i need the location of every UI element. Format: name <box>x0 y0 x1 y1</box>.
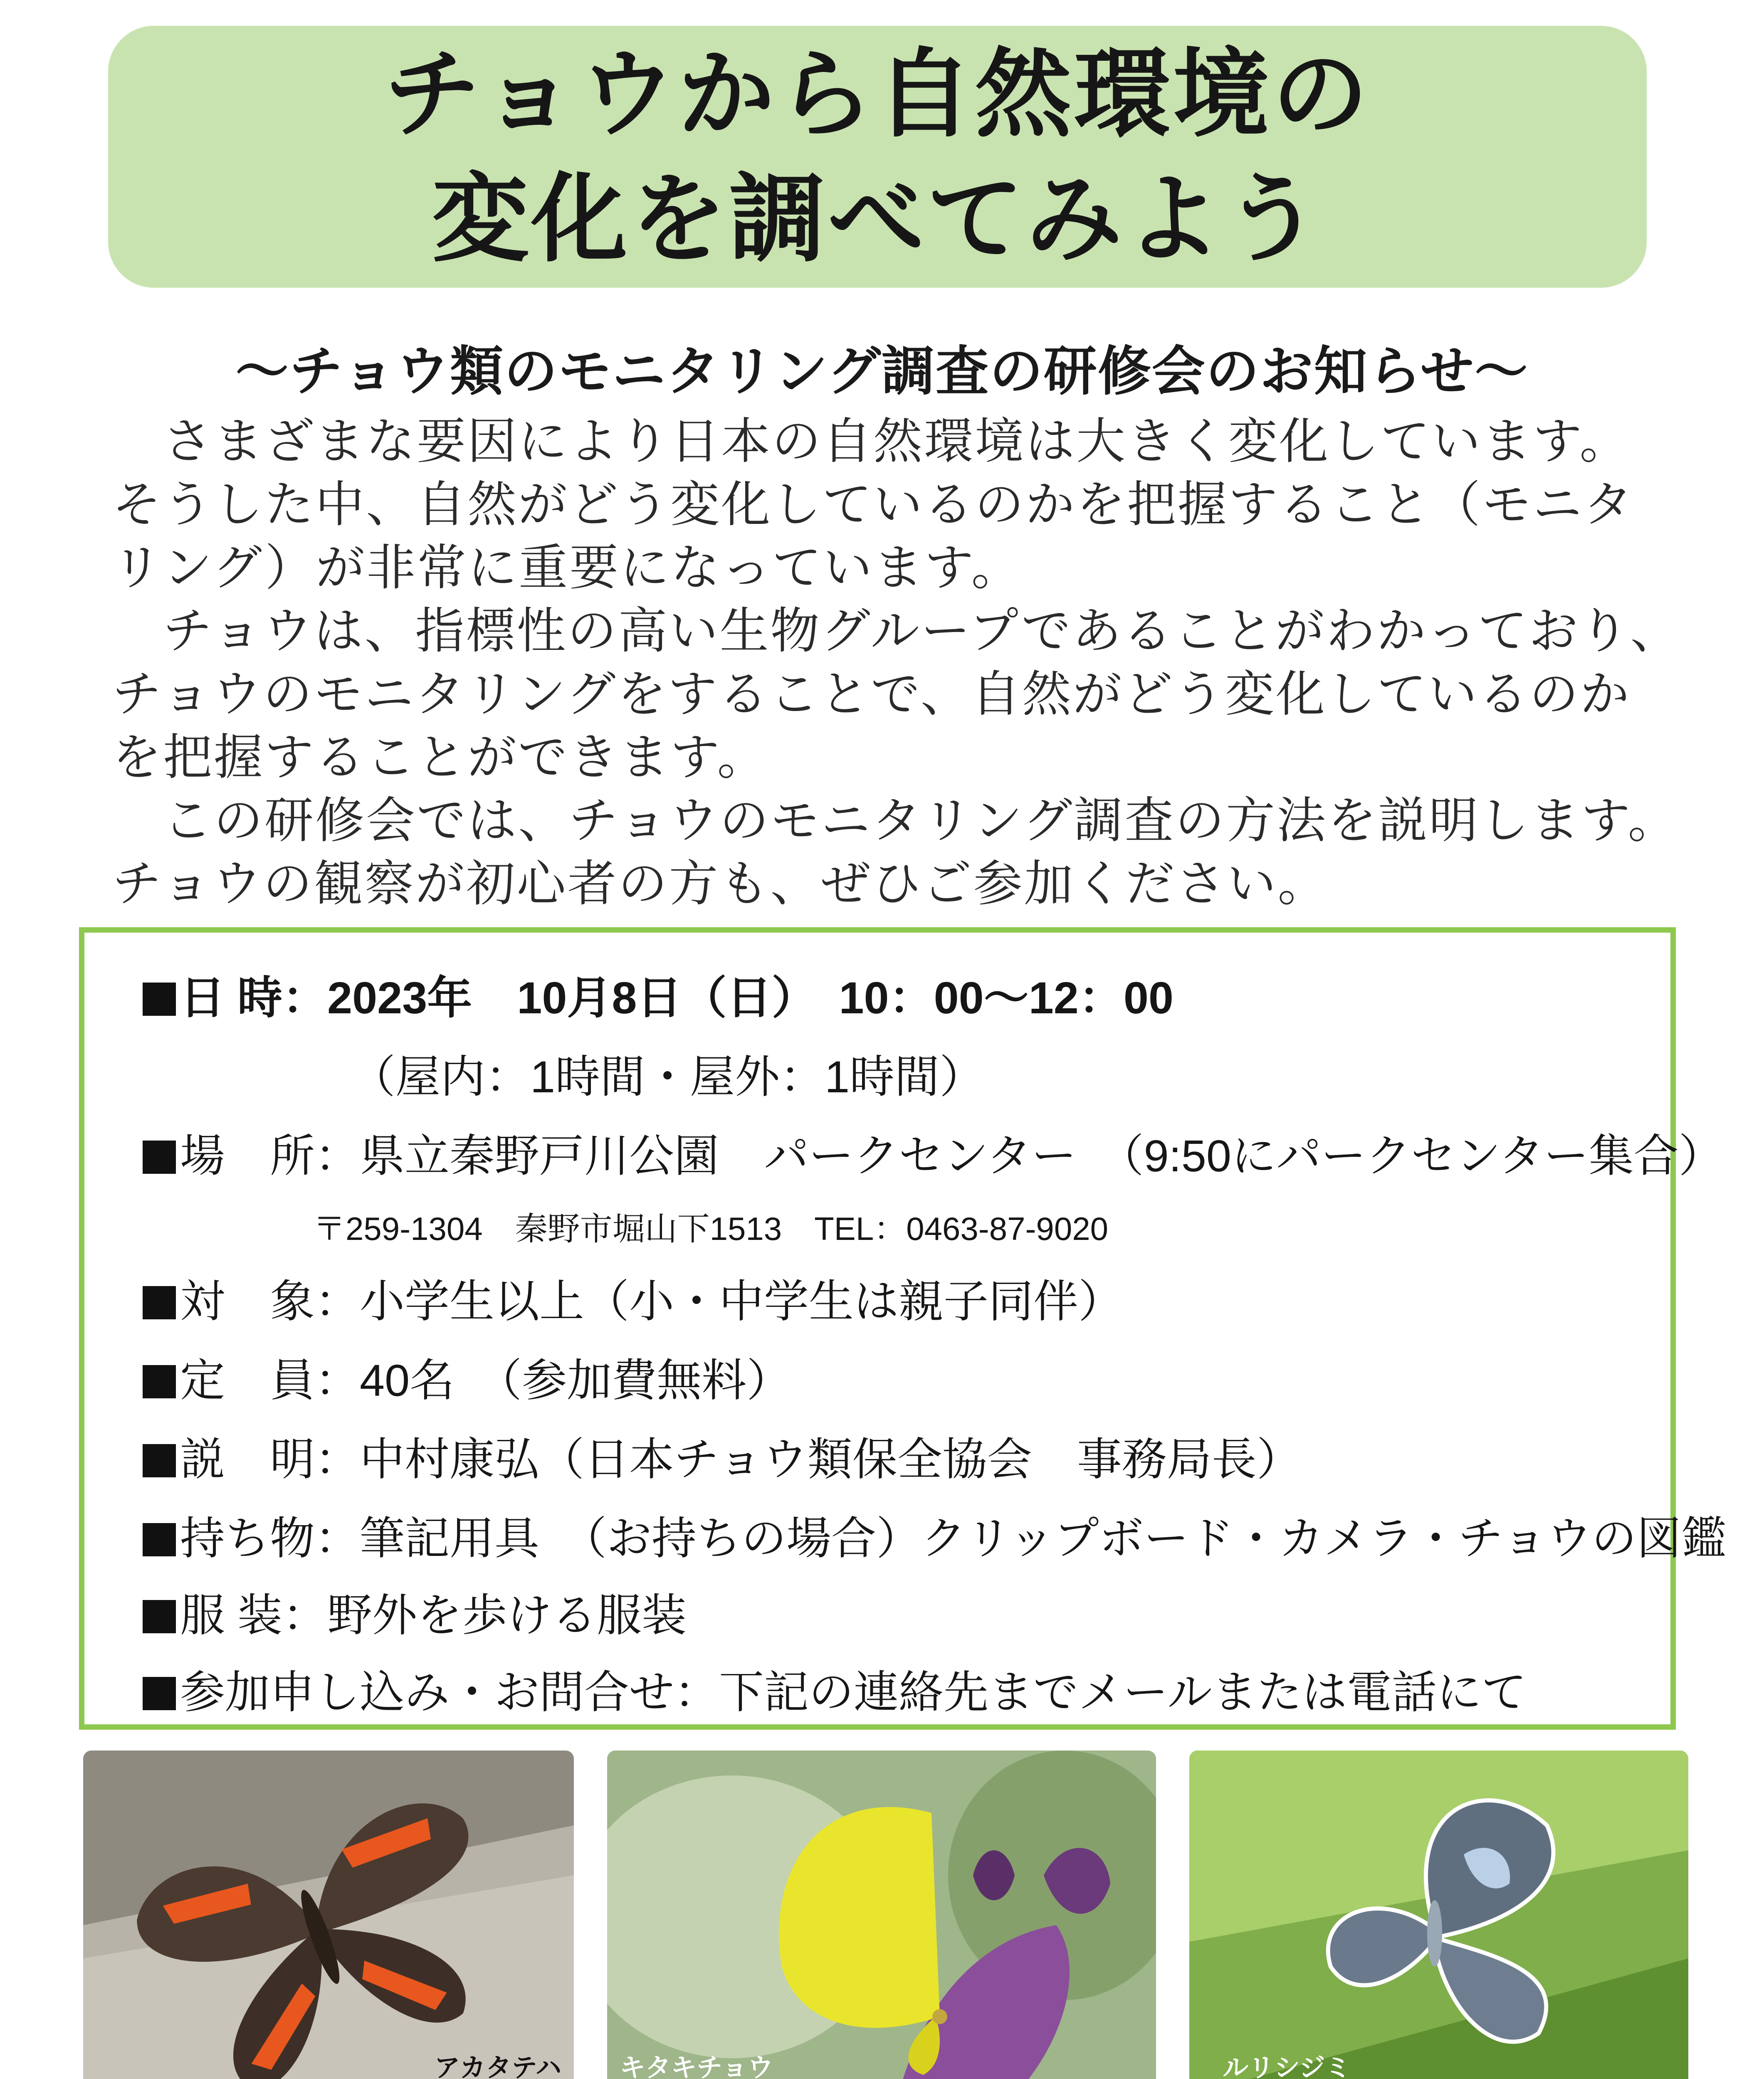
bullet-square-icon <box>143 983 176 1016</box>
bullet-square-icon <box>143 1286 176 1319</box>
title-line-1: チョウから自然環境の <box>384 38 1371 151</box>
bullet-square-icon <box>143 1141 176 1174</box>
info-belongings <box>143 1502 1726 1567</box>
info-capacity-text: 定 員：40名 （参加費無料） <box>180 1355 792 1405</box>
blue-butterfly-photo <box>1189 1751 1688 2079</box>
title-line-2: 変化を調べてみよう <box>432 163 1323 275</box>
info-clothing-text: 服 装：野外を歩ける服装 <box>180 1590 687 1640</box>
bullet-square-icon <box>143 1523 176 1556</box>
info-capacity <box>143 1344 791 1409</box>
info-datetime-text: 日 時：2023年 10月8日（日） 10：00～12：00 <box>180 973 1174 1023</box>
intro-paragraph <box>112 410 1681 915</box>
info-datetime-note: （屋内：1時間・屋外：1時間） <box>351 1052 985 1102</box>
intro-line: チョウは、指標性の高い生物グループであることがわかっており、 <box>112 602 1681 659</box>
info-target-text: 対 象：小学生以上（小・中学生は親子同伴） <box>180 1276 1124 1326</box>
info-target <box>143 1265 1123 1330</box>
info-apply <box>143 1656 1527 1721</box>
intro-line: チョウのモニタリングをすることで、自然がどう変化しているのか <box>112 665 1631 723</box>
info-lecturer <box>143 1423 1302 1488</box>
title-banner <box>108 26 1647 288</box>
info-datetime <box>143 962 1174 1026</box>
bullet-square-icon <box>143 1677 176 1710</box>
info-clothing <box>143 1579 687 1644</box>
red-admiral-butterfly-photo <box>83 1751 574 2079</box>
info-address: 〒259-1304 秦野市堀山下1513 TEL：0463-87-9020 <box>313 1210 1108 1247</box>
info-belongings-text: 持ち物：筆記用具 （お持ちの場合）クリップボード・カメラ・チョウの図鑑 <box>180 1513 1727 1563</box>
bullet-square-icon <box>143 1365 176 1398</box>
info-apply-text: 参加申し込み・お問合せ：下記の連絡先までメールまたは電話にて <box>180 1667 1527 1717</box>
info-place <box>143 1120 1724 1184</box>
intro-line: チョウの観察が初心者の方も、ぜひご参加ください。 <box>112 855 1329 912</box>
info-lecturer-text: 説 明：中村康弘（日本チョウ類保全協会 事務局長） <box>180 1434 1302 1484</box>
intro-line: リング）が非常に重要になっています。 <box>112 539 1022 596</box>
photo-caption: キタキチョウ <box>620 2054 773 2079</box>
info-place-text: 場 所：県立秦野戸川公園 パークセンター （9:50にパークセンター集合） <box>180 1131 1724 1181</box>
subtitle: ～チョウ類のモニタリング調査の研修会のお知らせ～ <box>235 341 1529 402</box>
intro-line: さまざまな要因により日本の自然環境は大きく変化しています。 <box>112 412 1631 470</box>
photo-caption: アカタテハ <box>434 2054 561 2079</box>
event-info-box <box>79 927 1727 1730</box>
intro-line: この研修会では、チョウのモニタリング調査の方法を説明します。 <box>112 792 1679 849</box>
intro-line: そうした中、自然がどう変化しているのかを把握すること（モニタ <box>112 476 1635 533</box>
intro-line: を把握することができます。 <box>112 728 768 786</box>
yellow-butterfly-photo <box>607 1751 1156 2079</box>
bullet-square-icon <box>143 1600 176 1633</box>
photo-caption: ルリシジミ <box>1223 2054 1351 2079</box>
bullet-square-icon <box>143 1444 176 1477</box>
